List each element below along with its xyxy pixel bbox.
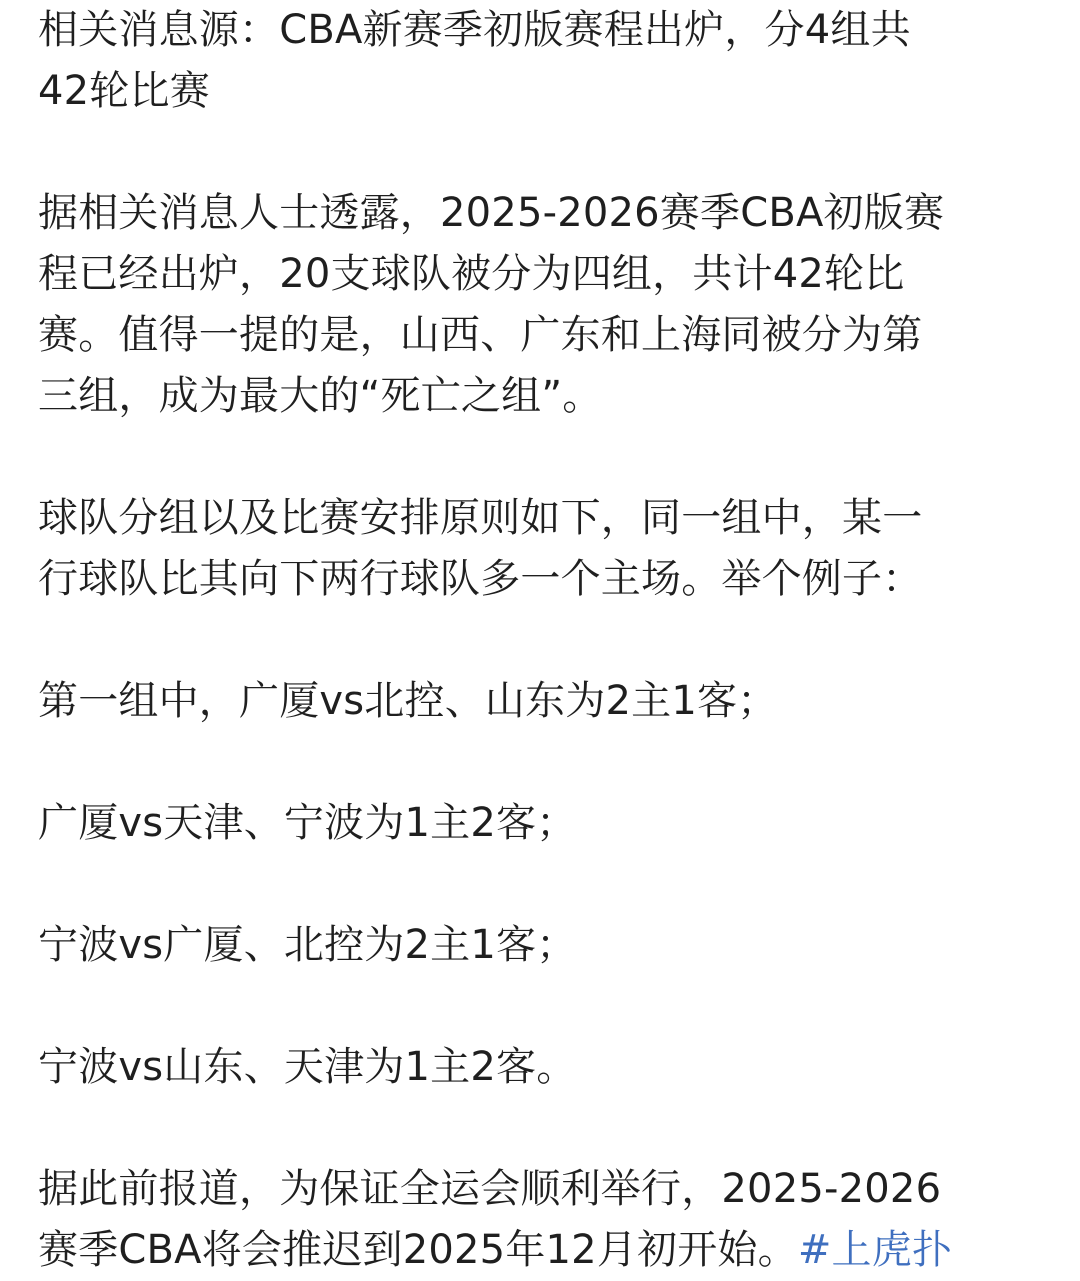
rule-paragraph bbox=[38, 488, 1048, 610]
title-line: 42轮比赛 bbox=[38, 68, 210, 114]
post-body bbox=[38, 0, 1048, 1281]
closing-text: 赛季CBA将会推迟到2025年12月初开始。 bbox=[38, 1227, 798, 1273]
text-line: 球队分组以及比赛安排原则如下，同一组中，某一 bbox=[38, 495, 923, 541]
text-line: 三组，成为最大的“死亡之组”。 bbox=[38, 373, 603, 419]
paragraph-gap bbox=[38, 122, 1048, 183]
paragraph-gap bbox=[38, 854, 1048, 915]
title-line: 相关消息源：CBA新赛季初版赛程出炉，分4组共 bbox=[38, 7, 911, 53]
text-line: 据相关消息人士透露，2025-2026赛季CBA初版赛 bbox=[38, 190, 945, 236]
example-paragraph bbox=[38, 671, 1048, 732]
intro-paragraph bbox=[38, 183, 1048, 427]
post-title bbox=[38, 0, 1048, 122]
example-line: 第一组中，广厦vs北控、山东为2主1客； bbox=[38, 678, 778, 724]
closing-paragraph bbox=[38, 1159, 1048, 1281]
text-line: 据此前报道，为保证全运会顺利举行，2025-2026 bbox=[38, 1166, 942, 1212]
paragraph-gap bbox=[38, 976, 1048, 1037]
text-line: 行球队比其向下两行球队多一个主场。举个例子： bbox=[38, 556, 923, 602]
paragraph-gap bbox=[38, 427, 1048, 488]
example-paragraph bbox=[38, 793, 1048, 854]
example-line: 广厦vs天津、宁波为1主2客； bbox=[38, 800, 577, 846]
paragraph-gap bbox=[38, 610, 1048, 671]
topic-tag-link[interactable]: #上虎扑 bbox=[797, 1227, 953, 1273]
paragraph-gap bbox=[38, 1098, 1048, 1159]
example-line: 宁波vs广厦、北控为2主1客； bbox=[38, 922, 577, 968]
example-line: 宁波vs山东、天津为1主2客。 bbox=[38, 1044, 577, 1090]
text-line: 程已经出炉，20支球队被分为四组，共计42轮比 bbox=[38, 251, 905, 297]
text-line: 赛。值得一提的是，山西、广东和上海同被分为第 bbox=[38, 312, 923, 358]
example-paragraph bbox=[38, 1037, 1048, 1098]
paragraph-gap bbox=[38, 732, 1048, 793]
example-paragraph bbox=[38, 915, 1048, 976]
